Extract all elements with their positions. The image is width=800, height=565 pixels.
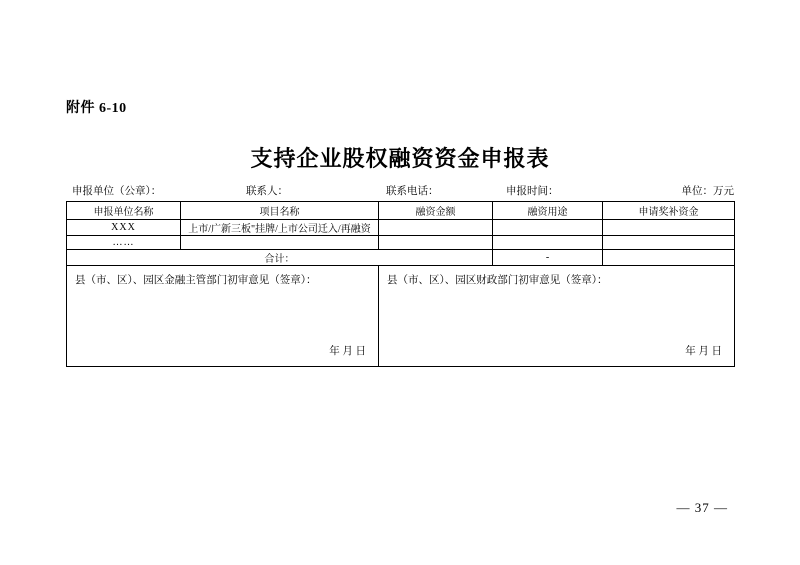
cell-project-name: 上市/广新三板"挂牌/上市公司迁入/再融资 <box>181 220 379 236</box>
opinions-row <box>67 266 735 367</box>
cell-financing-amount <box>379 236 493 250</box>
cell-financing-amount <box>379 220 493 236</box>
cell-applicant-name: …… <box>67 236 181 250</box>
meta-report-time: 申报时间： <box>506 186 559 197</box>
total-value: - <box>493 250 603 266</box>
total-label: 合计： <box>67 250 493 266</box>
application-table <box>66 201 735 367</box>
table-row <box>67 220 735 236</box>
meta-applicant-unit: 申报单位（公章）： <box>72 186 162 197</box>
header-financing-amount: 融资金额 <box>379 202 493 220</box>
meta-contact-phone: 联系电话： <box>386 186 439 197</box>
cell-financing-use <box>493 220 603 236</box>
header-financing-use: 融资用途 <box>493 202 603 220</box>
cell-subsidy-requested <box>603 236 735 250</box>
page-title: 支持企业股权融资资金申报表 <box>250 146 550 171</box>
attachment-label: 附件 6-10 <box>66 101 127 116</box>
cell-financing-use <box>493 236 603 250</box>
header-applicant-name: 申报单位名称 <box>67 202 181 220</box>
date-line-left: 年 月 日 <box>329 346 366 357</box>
total-subsidy-value <box>603 250 735 266</box>
form-meta-row <box>66 183 734 197</box>
table-total-row <box>67 250 735 266</box>
header-subsidy-requested: 申请奖补资金 <box>603 202 735 220</box>
cell-project-name <box>181 236 379 250</box>
table-row <box>67 236 735 250</box>
meta-unit: 单位：万元 <box>681 186 734 197</box>
opinion-cell-fiscal-department <box>379 266 735 367</box>
date-line-right: 年 月 日 <box>685 346 722 357</box>
header-project-name: 项目名称 <box>181 202 379 220</box>
opinion-title-left: 县（市、区）、园区金融主管部门初审意见（签章）： <box>75 275 317 286</box>
cell-applicant-name: XXX <box>67 220 181 236</box>
opinion-cell-finance-bureau <box>67 266 379 367</box>
cell-subsidy-requested <box>603 220 735 236</box>
page-number: — 37 — <box>676 500 728 515</box>
opinion-title-right: 县（市、区）、园区财政部门初审意见（签章）： <box>387 275 608 286</box>
meta-contact-person: 联系人： <box>246 186 288 197</box>
table-header-row <box>67 202 735 220</box>
